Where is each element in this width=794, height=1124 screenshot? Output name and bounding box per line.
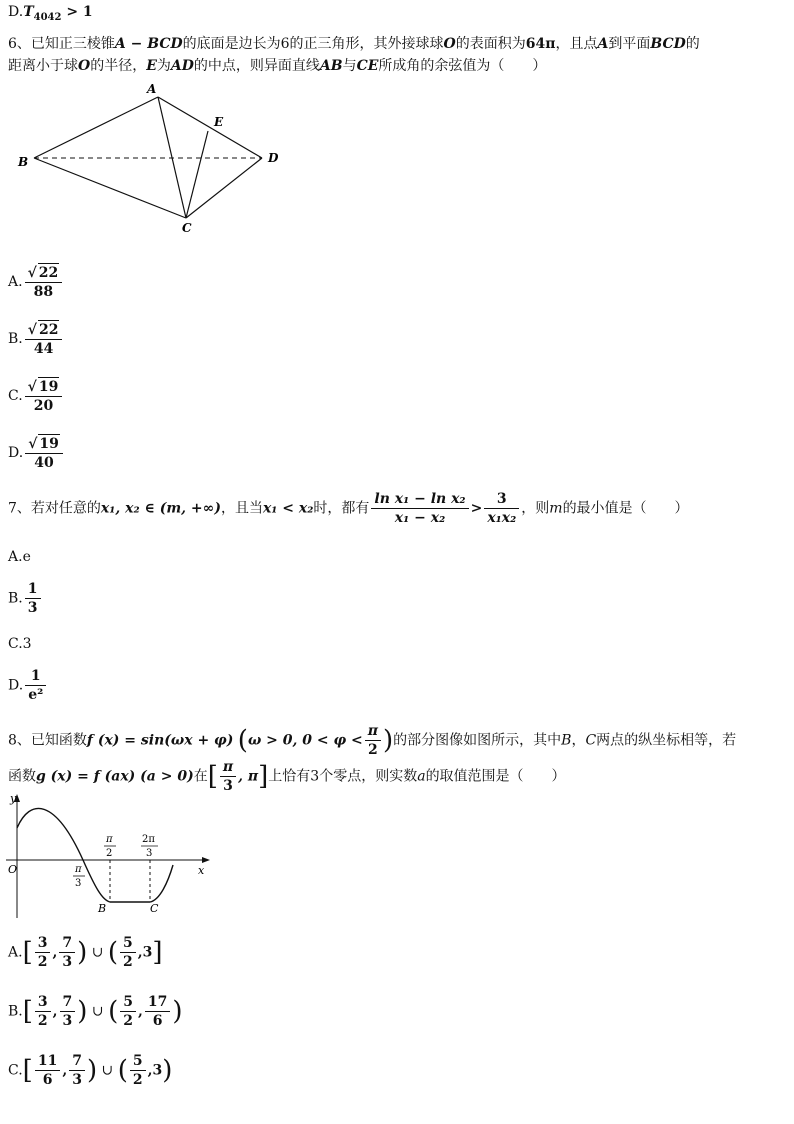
svg-text:O: O [8, 863, 18, 876]
q7-option-d[interactable]: D. $\frac{1}{\text{e²}}$ [8, 667, 48, 704]
label-E: E [214, 115, 224, 129]
q5-option-d: $D.T_{4042} > 1$ [8, 4, 93, 23]
label-D: D [268, 151, 279, 165]
q8-stem-line1: 8、已知函数f (x) = sin(ωx + φ) (ω > 0, 0 < φ < $\frac{\pi}{2}$ )的部分图像如图所示，其中B，C两点的纵坐标相等，若 [8, 723, 737, 758]
q6-option-c[interactable]: C. $\frac{√ 19}{20}$ [8, 377, 64, 415]
q8-sine-graph [0, 790, 220, 920]
q7-option-c[interactable]: C.3 [8, 636, 32, 652]
svg-text:2: 2 [106, 848, 113, 859]
q8-stem-line2: 函数g (x) = f (ax) (a > 0)在[ $\frac{\pi}{3}$ , π]上恰有3个零点，则实数a的取值范围是（ ） [8, 759, 566, 794]
q8-option-c[interactable]: C.[ $\frac{11}{6}$ , $\frac{7}{3}$ ) ∪ ( $\frac{5}{2}$ ,3) [8, 1053, 173, 1088]
svg-text:x: x [198, 864, 205, 877]
q6-stem-line2: 距离小于球O的半径，E为AD的中点，则异面直线AB与CE所成角的余弦值为（ ） [8, 58, 547, 74]
q7-option-b[interactable]: B. $\frac{1}{3}$ [8, 580, 43, 617]
q6-option-b[interactable]: B. $\frac{√ 22}{44}$ [8, 320, 64, 358]
svg-text:C: C [150, 902, 159, 915]
svg-text:π: π [75, 864, 82, 875]
svg-text:π: π [106, 834, 113, 845]
q8-option-a[interactable]: A.[ $\frac{3}{2}$ , $\frac{7}{3}$ ) ∪ ( $\frac{5}{2}$ ,3] [8, 935, 163, 970]
edge-AD [158, 97, 262, 158]
svg-text:3: 3 [75, 878, 82, 889]
edge-BC [34, 158, 186, 218]
svg-text:2π: 2π [142, 834, 155, 845]
q6-option-a[interactable]: A. $\frac{√ 22}{88}$ [8, 263, 64, 301]
edge-AB [34, 97, 158, 158]
label-C: C [182, 221, 192, 235]
label-A: A [147, 82, 157, 96]
q6-stem-line1: 6、已知正三棱锥A − BCD的底面是边长为6的正三角形，其外接球球O的表面积为64π，且点A到平面BCD的 [8, 36, 700, 52]
edge-CD [186, 158, 262, 218]
q7-option-a[interactable]: A.e [8, 549, 31, 565]
q6-option-d[interactable]: D. $\frac{√ 19}{40}$ [8, 434, 65, 472]
segment-CE [186, 131, 208, 218]
q7-stem: 7、若对任意的x₁, x₂ ∈ (m, +∞)，且当x₁ < x₂时，都有 $\frac{\text{ln x₁ − ln x₂}}{\text{x₁ − x₂}}$ > $\frac{3}{\text{x₁x₂}}$ ，则m的最小值是（ ） [8, 491, 689, 526]
label-B: B [18, 155, 29, 169]
q8-option-b[interactable]: B.[ $\frac{3}{2}$ , $\frac{7}{3}$ ) ∪ ( $\frac{5}{2}$ , $\frac{17}{6}$ ) [8, 994, 183, 1029]
svg-text:B: B [98, 902, 107, 915]
q6-pyramid-figure [0, 78, 300, 238]
svg-text:3: 3 [146, 848, 153, 859]
svg-text:y: y [10, 792, 17, 805]
